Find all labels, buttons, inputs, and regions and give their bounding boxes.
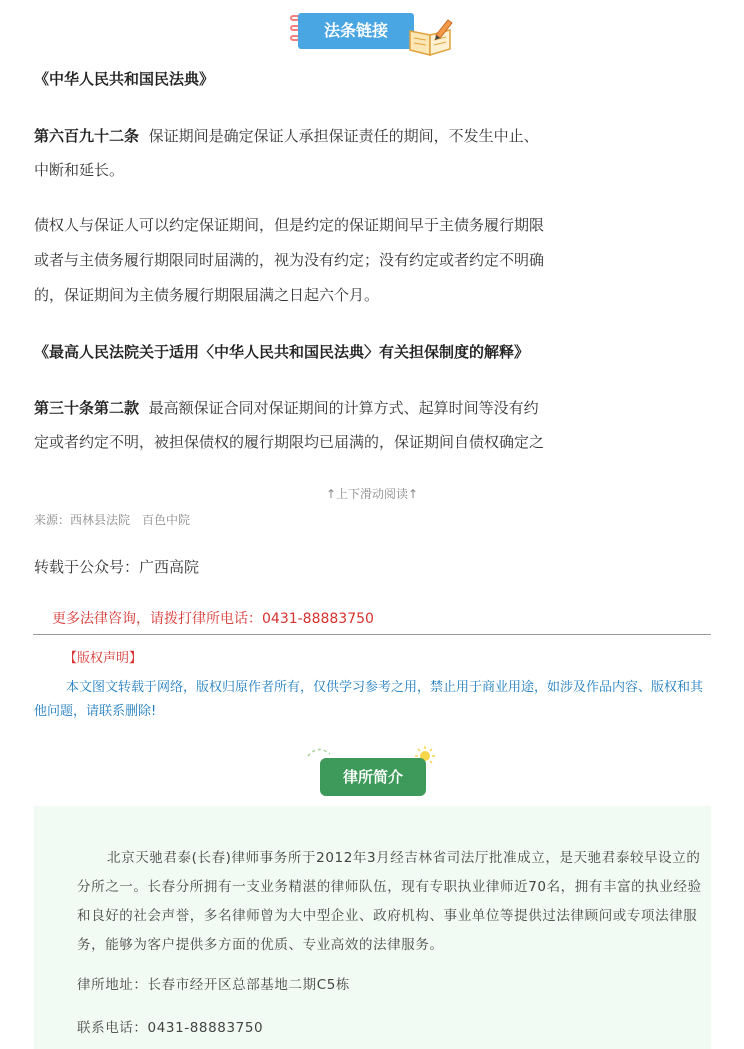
interpretation-article-text: 最高额保证合同对保证期间的计算方式、起算时间等没有约 — [148, 399, 539, 417]
civil-code-article-number: 第六百九十二条 — [34, 127, 140, 145]
open-book-pencil-icon — [406, 17, 456, 57]
civil-code-article-text: 保证期间是确定保证人承担保证责任的期间，不发生中止、 — [148, 127, 539, 145]
law-link-label: 法条链接 — [323, 21, 388, 40]
consult-phone-text: 更多法律咨询，请拨打律所电话：0431-88883750 — [52, 611, 374, 627]
law-link-badge — [288, 9, 458, 57]
firm-intro-badge — [300, 744, 450, 800]
repost-text: 转载于公众号：广西高院 — [34, 558, 200, 576]
civil-code-title: 《中华人民共和国民法典》 — [34, 70, 215, 88]
law-link-tab — [298, 13, 414, 49]
civil-code-para2-line1: 债权人与保证人可以约定保证期间，但是约定的保证期间早于主债务履行期限 — [34, 216, 545, 234]
interpretation-line1 — [34, 391, 634, 425]
interpretation-line2: 定或者约定不明，被担保债权的履行期限均已届满的，保证期间自债权确定之 — [34, 433, 545, 451]
copyright-title: 【版权声明】 — [64, 651, 143, 666]
scroll-hint[interactable]: ↑上下滑动阅读↑ — [325, 487, 419, 501]
civil-code-article-line1 — [34, 119, 634, 153]
civil-code-para2-line2: 或者与主债务履行期限同时届满的，视为没有约定；没有约定或者约定不明确 — [34, 251, 545, 269]
civil-code-article-line2: 中断和延长。 — [34, 161, 125, 179]
civil-code-para2-line3: 的，保证期间为主债务履行期限届满之日起六个月。 — [34, 286, 380, 304]
firm-intro-box — [34, 806, 711, 1049]
firm-address: 律所地址：长春市经开区总部基地二期C5栋 — [77, 977, 351, 993]
interpretation-article-number: 第三十条第二款 — [34, 399, 140, 417]
firm-intro-paragraph: 北京天驰君泰(长春)律师事务所于2012年3月经吉林省司法厅批准成立，是天驰君泰较早设立的分所之一。长春分所拥有一支业务精湛的律师队伍，现有专职执业律师近70名，拥有丰富的执业经验和良好的社会声誉，多名律师曾为大中型企业、政府机构、事业单位等提供过法律顾问或专项法律服务，能够为客户提供多方面的优质、专业高效的法律服务。 — [77, 850, 702, 953]
source-text: 来源：西林县法院 百色中院 — [34, 513, 191, 527]
copyright-body: 本文图文转载于网络，版权归原作者所有，仅供学习参考之用，禁止用于商业用途，如涉及作品内容、版权和其他问题，请联系删除! — [34, 680, 704, 719]
divider — [33, 634, 711, 635]
interpretation-title: 《最高人民法院关于适用〈中华人民共和国民法典〉有关担保制度的解释》 — [34, 343, 530, 361]
firm-phone: 联系电话：0431-88883750 — [77, 1020, 264, 1036]
firm-intro-label: 律所简介 — [320, 758, 426, 796]
